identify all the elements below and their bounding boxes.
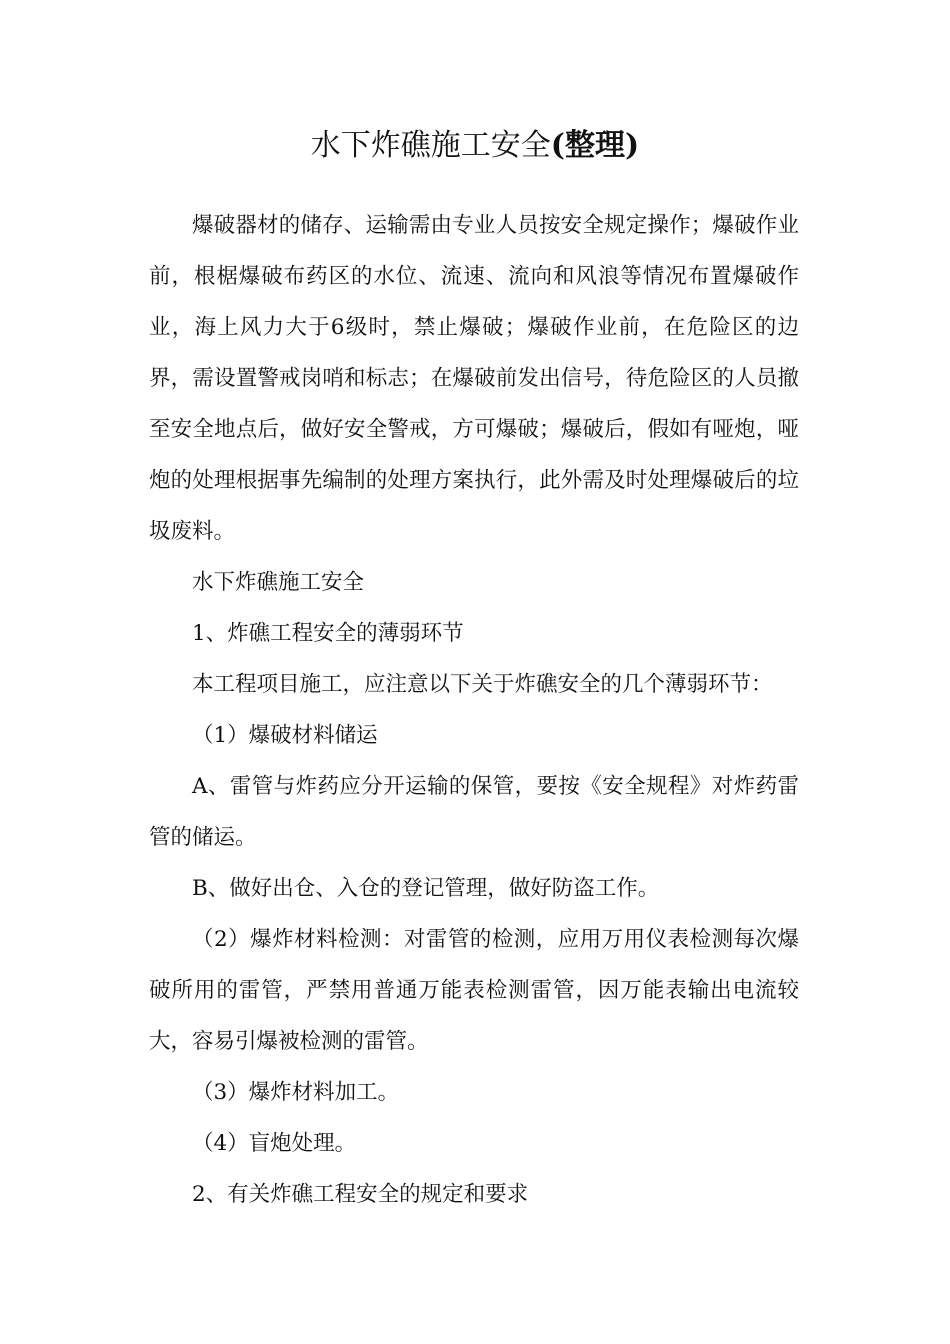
paragraph-item-2: （2）爆炸材料检测：对雷管的检测，应用万用仪表检测每次爆破所用的雷管，严禁用普通万能表检测雷管，因万能表输出电流较大，容易引爆被检测的雷管。 [149,927,799,1054]
document-body [149,200,799,1220]
paragraph-item-3: （3）爆炸材料加工。 [192,1080,400,1105]
document-title [0,124,950,168]
paragraph-blasting-materials: 爆破器材的储存、运输需由专业人员按安全规定操作；爆破作业前，根椐爆破布药区的水位、流速、流向和风浪等情况布置爆破作业，海上风力大于6级时，禁止爆破；爆破作业前，在危险区的边界，需设置警戒岗哨和标志；在爆破前发出信号，待危险区的人员撤至安全地点后，做好安全警戒，方可爆破；爆破后，假如有哑炮，哑炮的处理根据事先编制的处理方案执行，此外需及时处理爆破后的垃圾废料。 [149,213,799,544]
paragraph-item-1: （1）爆破材料储运 [192,723,378,748]
paragraph-regulations-heading: 2、有关炸礁工程安全的规定和要求 [192,1182,529,1207]
paragraph-item-b: B、做好出仓、入仓的登记管理，做好防盗工作。 [192,876,660,901]
paragraph-weak-links-intro: 本工程项目施工，应注意以下关于炸礁安全的几个薄弱环节： [192,672,773,697]
document-title-suffix: (整理) [550,128,640,163]
paragraph-weak-links-heading: 1、炸礁工程安全的薄弱环节 [192,621,464,646]
paragraph-section-heading: 水下炸礁施工安全 [192,570,365,595]
document-title-main: 水下炸礁施工安全 [310,128,551,163]
paragraph-item-a: A、雷管与炸药应分开运输的保管，要按《安全规程》对炸药雷管的储运。 [149,774,799,850]
paragraph-item-4: （4）盲炮处理。 [192,1131,357,1156]
